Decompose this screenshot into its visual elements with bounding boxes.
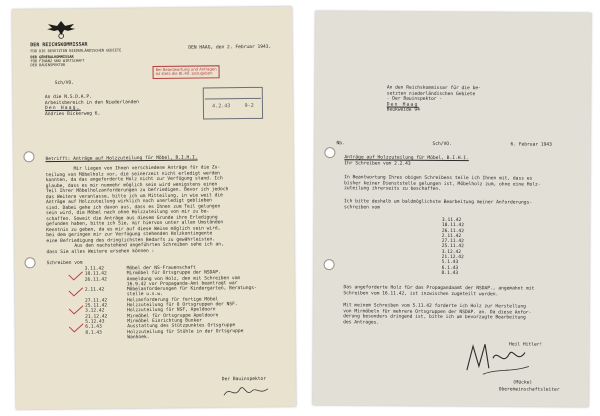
punch-hole [25,257,36,268]
body-line: Kenntnis zu geben, da es mir auf diese Weise möglich sein wird, [46,225,221,233]
list-item-text: Anmeldung von Holz, den mit Schreiben vom [126,275,241,282]
list-item-text: Mirmöbel für Ortsgruppe Apeldoorn [127,313,219,319]
paragraph-2 [344,199,532,211]
place-date: DEN HAAG, den 2. Februar 1943. [188,44,272,51]
body-line: sein wird, die Möbel nach ohne Holzzuteilung von mir zu be- [46,209,210,217]
reference: Sch/VO. [54,80,75,87]
handwritten-signature [463,338,533,378]
address-line: Arbeitsbereich in den Niederlanden [44,99,139,106]
recipient-address [45,94,139,117]
list-item: 3.11.42 [441,217,462,224]
subject-reference: Ihr Schreiben vom 2.2.43 [344,161,411,167]
list-item-text: stelle u.s.w. [126,292,163,298]
list-item: 5.1.43 [441,260,459,266]
list-item-text: Mirmöbel Einrichtung Bunker [127,318,202,325]
address-line: An den Reichskommissar für die be- [386,85,481,92]
body-line: schaffen. Soweit die Anträge aus diesem Grunde ihre Erledigung [46,214,218,222]
list-item [85,334,257,341]
body-line: In Beantwortung Ihres obigen Schreibens teile ich Ihnen mit, dass es [344,175,533,182]
list-item-text: Möbelanforderungen für Kindergarten, Beratungs- [126,286,257,293]
body-line: dass Sie alles Weitere ersehen können : [46,248,155,255]
address-line: setzten niederländischen Gebiete [386,91,476,97]
office-title: DER GENERALKOMMISSAR [30,54,74,60]
red-stamp [153,65,220,79]
issuer-title: DER REICHSKOMMISSAR [30,41,88,49]
body-line: Aus den nachstehend angeführten Schreiben sehe ich an, [74,242,224,249]
list-item-date: 21.12.42 [85,314,108,320]
list-item: 25.11.42 [441,244,464,250]
body-line: Schreiben vom 16.11.42, ist inzwischen zugeteilt worden. [343,290,499,297]
reference: Sch/VO. [432,141,452,147]
red-stamp-line: ist stets die Bl.-Nr. anzugeben [155,70,213,77]
body-line: das Weitere veranlasse, bitte ich um Mitteilung, in wie weit die [45,192,223,200]
punch-hole [23,151,34,162]
list-item-text: Ausstattung des Stützpunktes Ortsgruppe [127,323,236,330]
list-item-date: 27.11.42 [84,298,108,304]
red-stamp-line: Bei Beantwortung und Anfragen [155,66,217,72]
paragraph-4 [343,303,531,326]
body-line: Das angeforderte Holz für das Propagandaamt der NSDAP., angemahnt mit [343,285,535,292]
address-line: Beukweide 94 [386,107,420,113]
list-item-text: 16.9.42 vor Propaganda-Amt beantragt war [126,281,238,288]
body-line: Anträge auf Holzzuteilung wirklich noch unerledigt geblieben [45,198,212,206]
body-line: eine Befriedigung des dringlichsten Bedarfs zu gewährleisten. [46,236,216,244]
list-item-text: Holzzuteilung für 8 Ortsgruppen der NSF. [126,302,238,309]
list-item-date: 3.11.42 [84,266,105,272]
addressee-block [387,86,481,114]
list-item-text: Wanhoek. [127,334,150,341]
letter-right [313,11,592,407]
body-line: des Antrages. [343,319,380,325]
list-item-text: Holzzuteilung für NSF, Apeldoorn [127,307,216,314]
list-item-text: Holzzuteilung für Stühle in der Ortsgruppe [127,328,244,335]
signature-greeting: Heil Hitler! [509,342,543,348]
office-subtitle-2: DER BAUINSPEKTOR [30,62,66,68]
list-item-date: 5.12.43 [85,319,105,325]
list-item-date: 8.1.43 [85,330,102,336]
list-item-text: Mirmöbel für Ortsgruppe der NSDAP. [126,270,221,277]
body-line: schreiben vom [343,204,380,210]
signature-role: Oberemeinschaftsleiter [498,387,560,393]
list-item-date: 3.12.42 [85,308,105,315]
letter-date: 6. Februar 1943 [510,142,552,148]
body-line: bisher keiner Dienststelle gelungen ist, Möbelholz zum, ohne eine Holz- [344,180,541,188]
list-item-date: 18.11.42 [84,271,107,278]
subject-line: Betrifft: Anträge auf Holzzuteilung für Möbel, B.I.H.I. [45,155,198,163]
date-list [442,218,465,276]
issuer-subtitle: FÜR DIE BESETZTEN NIEDERLÄNDISCHEN GEBIETE [30,48,122,54]
receipt-stamp-number: 9-2 [244,102,254,110]
list-item-date: 25.11.42 [84,303,108,309]
body-line: bei dem geringen mir zur Verfügung stehenden Holzkontingente [46,231,213,239]
list-item-text: Holzanforderung für fertige Möbel [126,297,219,304]
list-item: 26.11.42 [441,228,465,234]
list-item-date: 6.1.43 [85,324,102,330]
closing-role: Der Bauinspektor [221,376,267,383]
address-line: An die N.S.D.A.P. [44,94,92,101]
paragraph-3 [343,285,534,297]
body-line: Mit meinem Schreiben vom 5.11.42 forderte ich Holz zur Herstellung [343,303,526,310]
list-item-date: 2.11.42 [84,287,105,293]
list-item: 21.12.42 [441,255,464,261]
body-line: Mir liegen von Ihnen verschiedene Anträge für die Zu- [73,165,221,172]
signature-name: (Mücke) [512,380,533,386]
body-line: Teil Ihrer Möbelholzanforderungen zu befriedigen. Bevor ich jedoch [45,187,229,195]
list-item: 3.12.42 [441,249,462,255]
office-subtitle: FÜR FINANZ UND WIRTSCHAFT [30,58,85,64]
list-item-date: 26.11.42 [84,277,107,283]
subject-line: Anträge auf Holzzuteilung für Möbel, B.I.H.I. [344,155,469,162]
body-line: gefunden haben, bitte ich Sie, mir hiervon unter allen Umständen [46,220,224,228]
address-line: Andries Bickerweg 6. [44,111,101,117]
body-line: zuteilung ihrerseits zu beschaffen. [344,186,441,192]
eagle-emblem-icon [46,17,76,39]
body-line: konnten, da das angeforderte Holz nicht zur Verfügung stand. Ich [45,176,223,184]
list-item: 18.11.42 [441,223,465,229]
letter-list [85,265,258,341]
list-item-date [85,335,127,341]
body-line: sind. Dabei gehe ich davon aus, dass es Ihnen zum Teil gelungen [45,203,221,211]
address-line: Den Haag [386,102,419,108]
list-item-text: Möbel der NS-Frauenschaft [126,265,196,272]
schreiben-label: Schreiben vom [46,260,83,267]
letter-body [46,165,229,255]
body-line: derung besonders dringend ist, bitte ich um bevorzugte Bearbeitung [343,314,526,321]
list-item: 6.1.43 [441,265,459,271]
receipt-stamp-date: 4.2.43 [212,103,231,110]
body-line: Ich bitte deshalb um baldmöglichste Bearbeitung meiner Anforderungs- [344,199,533,206]
address-line: Den Haag, [44,105,81,112]
letter-left [12,7,296,410]
red-pencil-marks [65,271,88,341]
address-line: - Der Bauinspektor - [386,96,443,102]
receipt-stamp [203,87,263,120]
list-item: 27.11.42 [441,239,464,245]
list-item: 8.1.43 [441,270,459,277]
body-line: von Mirmöbeln für mehrere Ortsgruppen der NSDAP. an. Da diese Anfor- [343,308,532,316]
list-item: 2.11.42 [441,233,462,239]
body-line: teilung von Möbelholz vor, die seinerzeit nicht erledigt werden [45,170,220,178]
punch-hole [324,259,335,270]
handwritten-signature [222,383,272,402]
mark: Nb. [336,141,345,147]
paragraph-1 [344,175,540,193]
punch-hole [324,147,335,158]
body-line: glaube, dass es mir nunmehr möglich sein wird wenigstens einen [45,181,218,189]
